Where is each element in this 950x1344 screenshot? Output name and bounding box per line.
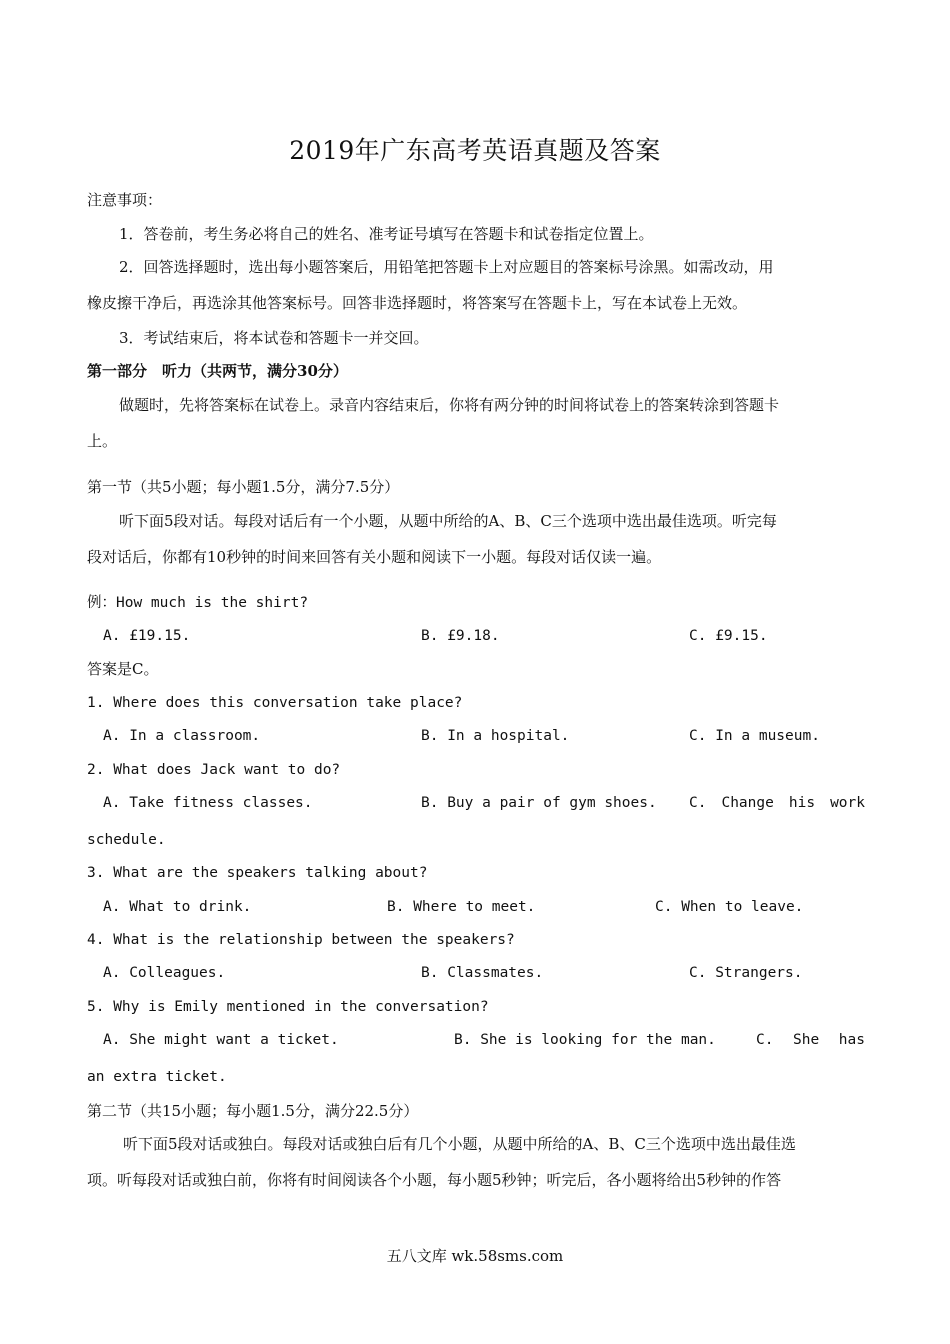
section2-intro-line1: 听下面5段对话或独白。每段对话或独白后有几个小题，从题中所给的A、B、C三个选项中选出最佳选	[123, 1135, 796, 1153]
question-2: 2. What does Jack want to do?	[87, 762, 341, 778]
q5-option-c-word1: She	[793, 1032, 820, 1048]
q2-option-a: A. Take fitness classes.	[103, 795, 313, 811]
example-question: 例：How much is the shirt?	[87, 595, 309, 611]
section2-heading: 第二节（共15小题；每小题1.5分，满分22.5分）	[87, 1102, 419, 1120]
question-4: 4. What is the relationship between the speakers?	[87, 932, 515, 948]
example-option-c: C. £9.15.	[689, 628, 768, 644]
question-1: 1. Where does this conversation take place?	[87, 695, 463, 711]
q3-option-a: A. What to drink.	[103, 899, 252, 915]
q5-option-c	[756, 1030, 865, 1050]
q2-option-c-letter: C.	[689, 795, 707, 811]
q2-option-b: B. Buy a pair of gym shoes.	[421, 795, 657, 811]
q1-option-a: A. In a classroom.	[103, 728, 261, 744]
q1-option-b: B. In a hospital.	[421, 728, 570, 744]
notice-item-2-line1: 2．回答选择题时，选出每小题答案后，用铅笔把答题卡上对应题目的答案标号涂黑。如需改动，用	[119, 258, 774, 276]
q5-option-c-word2: has	[838, 1032, 865, 1048]
q3-option-b: B. Where to meet.	[387, 899, 536, 915]
q5-option-b: B. She is looking for the man.	[454, 1032, 716, 1048]
q5-option-a: A. She might want a ticket.	[103, 1032, 339, 1048]
q4-option-b: B. Classmates.	[421, 965, 544, 981]
section1-heading: 第一节（共5小题；每小题1.5分，满分7.5分）	[87, 478, 400, 496]
q5-option-c-letter: C.	[756, 1032, 774, 1048]
part1-heading: 第一部分 听力（共两节，满分30分）	[87, 362, 348, 380]
example-option-a: A. £19.15.	[103, 628, 191, 644]
q4-option-c: C. Strangers.	[689, 965, 803, 981]
part1-intro-line2: 上。	[87, 432, 118, 450]
q4-option-a: A. Colleagues.	[103, 965, 226, 981]
notice-heading: 注意事项：	[87, 191, 163, 209]
q5-option-c-continued: an extra ticket.	[87, 1069, 227, 1085]
example-answer: 答案是C。	[87, 660, 159, 678]
q2-option-c	[689, 793, 865, 813]
notice-item-3: 3．考试结束后，将本试卷和答题卡一并交回。	[119, 329, 429, 347]
part1-intro-line1: 做题时，先将答案标在试卷上。录音内容结束后，你将有两分钟的时间将试卷上的答案转涂到答题卡	[119, 396, 780, 414]
q2-option-c-word2: his	[788, 795, 816, 811]
notice-item-2-line2: 橡皮擦干净后，再选涂其他答案标号。回答非选择题时，将答案写在答题卡上，写在本试卷上无效。	[87, 294, 748, 312]
question-5: 5. Why is Emily mentioned in the conversation?	[87, 999, 489, 1015]
notice-item-1: 1．答卷前，考生务必将自己的姓名、准考证号填写在答题卡和试卷指定位置上。	[119, 225, 654, 243]
q2-option-c-continued: schedule.	[87, 832, 166, 848]
q1-option-c: C. In a museum.	[689, 728, 820, 744]
page-title: 2019年广东高考英语真题及答案	[289, 136, 661, 165]
example-option-b: B. £9.18.	[421, 628, 500, 644]
section1-intro-line1: 听下面5段对话。每段对话后有一个小题，从题中所给的A、B、C三个选项中选出最佳选项。听完每	[119, 512, 777, 530]
q2-option-c-word1: Change	[721, 795, 774, 811]
section1-intro-line2: 段对话后，你都有10秒钟的时间来回答有关小题和阅读下一小题。每段对话仅读一遍。	[87, 548, 662, 566]
section2-intro-line2: 项。听每段对话或独白前，你将有时间阅读各个小题，每小题5秒钟；听完后，各小题将给出5秒钟的作答	[87, 1171, 782, 1189]
q3-option-c: C. When to leave.	[655, 899, 804, 915]
q2-option-c-word3: work	[830, 795, 865, 811]
question-3: 3. What are the speakers talking about?	[87, 865, 428, 881]
footer-watermark: 五八文库 wk.58sms.com	[386, 1247, 564, 1265]
